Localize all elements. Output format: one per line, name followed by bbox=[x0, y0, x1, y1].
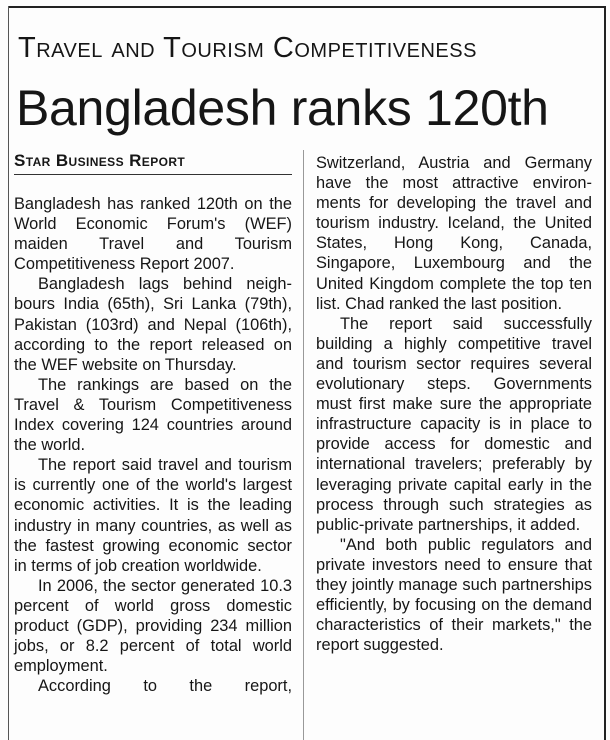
paragraph: The report said successfully building a highly competitive travel and tourism sector requires several evolutionary steps. Governments must first make sure the appropriate infrastructure capacity is in place to provide access for domestic and international travelers; preferably by leveraging private capital early in the process through such strategies as public-private partnerships, it added. bbox=[316, 314, 592, 534]
right-border-rule bbox=[604, 6, 606, 740]
section-kicker: Travel and Tourism Competitiveness bbox=[18, 32, 477, 64]
article-headline: Bangladesh ranks 120th bbox=[16, 80, 549, 136]
paragraph: Bangladesh lags behind neighbours India (65th), Sri Lanka (79th), Pakistan (103rd) and Nepal (106th), according to the report released on the WEF website on Thursday. bbox=[14, 275, 292, 374]
column-divider bbox=[303, 150, 304, 740]
top-border-rule bbox=[8, 6, 606, 8]
paragraph: The rankings are based on the Travel & Tourism Competitiveness Index covering 124 countries around the world. bbox=[14, 375, 292, 455]
left-border-rule bbox=[8, 6, 9, 740]
paragraph: Switzerland, Austria and Germany have the most attractive environments for developing the travel and tourism industry. Iceland, the United States, Hong Kong, Canada, Singapore, Luxembourg and the United Kingdom complete the top ten list. Chad ranked the last position. bbox=[316, 154, 592, 313]
article-column-left bbox=[14, 150, 292, 696]
paragraph: Bangladesh has ranked 120th on the World Economic Forum's (WEF) maiden Travel and Tourism Competitiveness Report 2007. bbox=[14, 195, 292, 274]
paragraph: The report said travel and tourism is currently one of the world's largest economic activities. It is the leading industry in many countries, as well as the fastest growing economic sector in terms of job creation worldwide. bbox=[14, 456, 292, 575]
paragraph: "And both public regulators and private investors need to ensure that they jointly manage such partnerships efficiently, by focusing on the demand characteristics of their markets," the report suggested. bbox=[316, 535, 592, 655]
paragraph: In 2006, the sector generated 10.3 percent of world gross domestic product (GDP), providing 234 million jobs, or 8.2 percent of total world employment. bbox=[14, 576, 292, 676]
article-column-right bbox=[316, 153, 592, 655]
paragraph: According to the report, bbox=[38, 677, 292, 696]
byline-underline bbox=[14, 174, 292, 175]
byline: Star Business Report bbox=[14, 151, 186, 170]
